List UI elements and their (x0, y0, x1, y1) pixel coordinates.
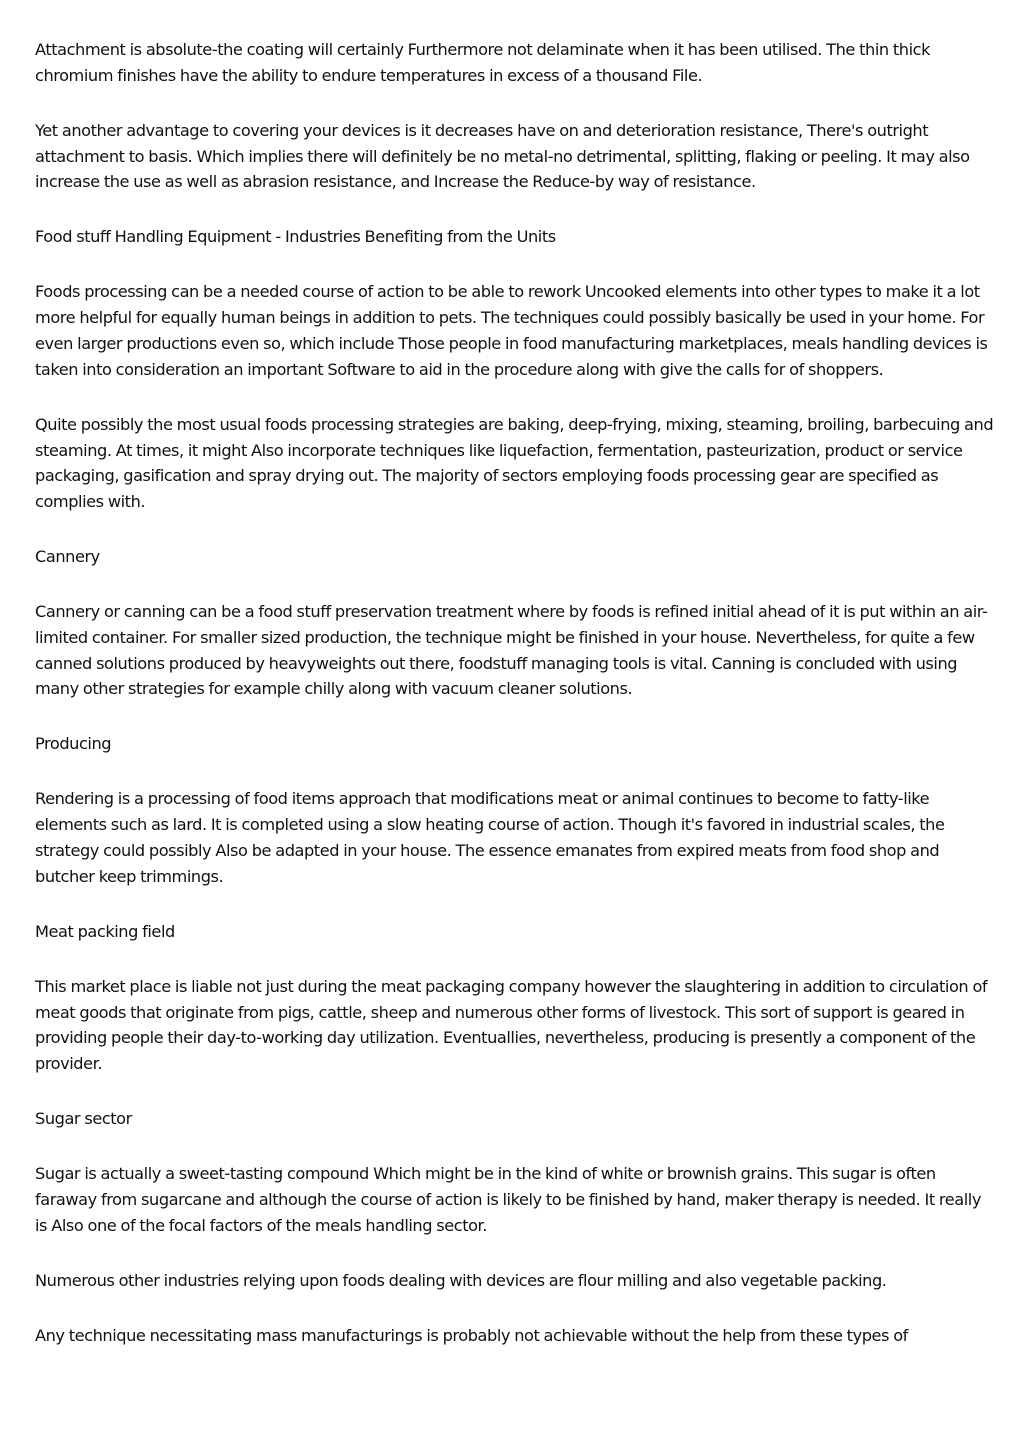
document-page (35, 37, 995, 1378)
paragraph-sugar: Sugar is actually a sweet-tasting compound Which might be in the kind of white or brownish grains. This sugar is often faraway from sugarcane and although the course of action is likely to be finished by hand, maker therapy is needed. It really is Also one of the focal factors of the meals handling sector. (35, 1164, 981, 1235)
section-title-food-handling: Food stuff Handling Equipment - Industries Benefiting from the Units (35, 227, 556, 247)
paragraph-processing-strategies: Quite possibly the most usual foods processing strategies are baking, deep-frying, mixing, steaming, broiling, barbecuing and steaming. At times, it might Also incorporate techniques like liquefaction, fermentation, pasteurization, product or service packaging, gasification and spray drying out. The majority of sectors employing foods processing gear are specified as complies with. (35, 414, 994, 512)
paragraph-adhesion: Attachment is absolute-the coating will certainly Furthermore not delaminate when it has been utilised. The thin thick chromium finishes have the ability to endure temperatures in excess of a thousand File. (35, 40, 931, 85)
section-title-sugar: Sugar sector (35, 1109, 132, 1129)
section-title-meat-packing: Meat packing field (35, 921, 175, 941)
paragraph-coating-advantages: Yet another advantage to covering your devices is it decreases have on and deterioration resistance, There's outright attachment to basis. Which implies there will definitely be no metal-no detrimental, splitting, flaking or peeling. It may also increase the use as well as abrasion resistance, and Increase the Reduce-by way of resistance. (35, 120, 970, 192)
section-title-producing: Producing (35, 734, 112, 754)
section-title-cannery: Cannery (35, 547, 100, 567)
paragraph-mass-manufacturing: Any technique necessitating mass manufacturings is probably not achievable without the help from these types of (35, 1325, 908, 1345)
paragraph-rendering: Rendering is a processing of food items approach that modifications meat or animal continues to become to fatty-like elements such as lard. It is completed using a slow heating course of action. Though it's favored in industrial scales, the strategy could possibly Also be adapted in your house. The essence emanates from expired meats from food shop and butcher keep trimmings. (35, 789, 945, 886)
paragraph-other-industries: Numerous other industries relying upon foods dealing with devices are flour milling and also vegetable packing. (35, 1270, 887, 1290)
paragraph-meat-packing: This market place is liable not just during the meat packaging company however the slaughtering in addition to circulation of meat goods that originate from pigs, cattle, sheep and numerous other forms of livestock. This sort of support is geared in providing people their day-to-working day utilization. Eventuallies, nevertheless, producing is presently a component of the provider. (35, 976, 988, 1074)
paragraph-cannery: Cannery or canning can be a food stuff preservation treatment where by foods is refined initial ahead of it is put within an air-limited container. For smaller sized production, the technique might be finished in your house. Nevertheless, for quite a few canned solutions produced by heavyweights out there, foodstuff managing tools is vital. Canning is concluded with using many other strategies for example chilly along with vacuum cleaner solutions. (35, 602, 988, 699)
paragraph-food-processing: Foods processing can be a needed course of action to be able to rework Uncooked elements into other types to make it a lot more helpful for equally human beings in addition to pets. The techniques could possibly basically be used in your home. For even larger productions even so, which include Those people in food manufacturing marketplaces, meals handling devices is taken into consideration an important Software to aid in the procedure along with give the calls for of shoppers. (35, 282, 988, 379)
